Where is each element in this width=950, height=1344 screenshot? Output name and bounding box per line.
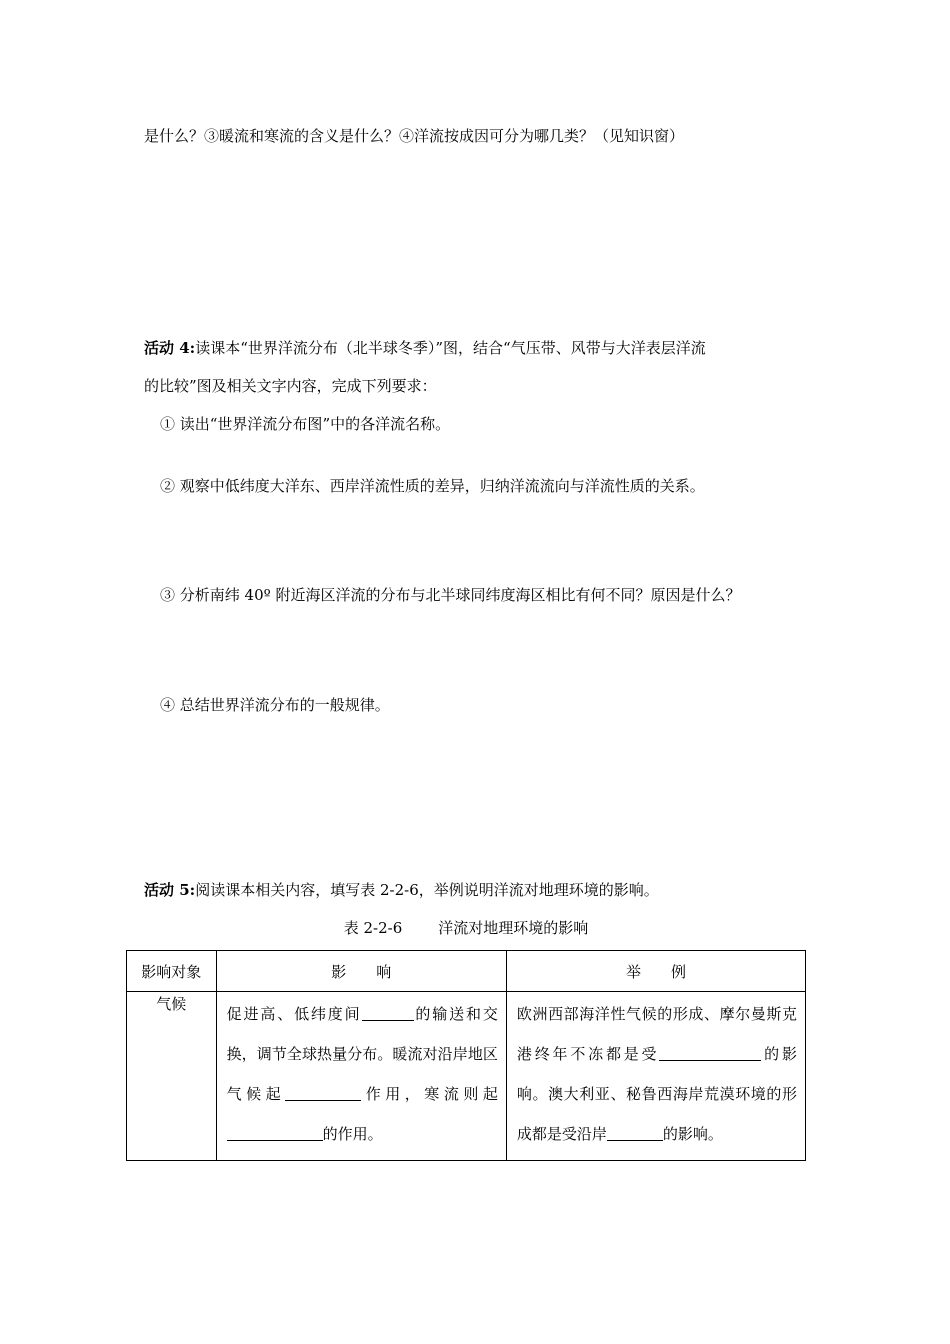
activity4-text-line1: 读课本“世界洋流分布（北半球冬季）”图，结合“气压带、风带与大洋表层洋流 bbox=[195, 339, 706, 357]
impact-text-1: 促进高、低纬度间 bbox=[226, 1005, 362, 1023]
activity5-label: 活动 5: bbox=[144, 881, 196, 899]
blank-coastal-current[interactable] bbox=[607, 1125, 663, 1141]
activity4-question-3: ③ 分析南纬 40º 附近海区洋流的分布与北半球同纬度海区相比有何不同？原因是什么？ bbox=[160, 586, 741, 604]
activity4-label: 活动 4: bbox=[144, 339, 196, 357]
blank-current[interactable] bbox=[659, 1045, 761, 1061]
header-target: 影响对象 bbox=[127, 951, 217, 992]
table-caption-number: 表 2-2-6 bbox=[343, 919, 403, 937]
blank-warm-effect[interactable] bbox=[285, 1085, 361, 1101]
activity4-instruction-line2: 的比较”图及相关文字内容，完成下列要求： bbox=[144, 377, 437, 395]
ocean-current-impact-table bbox=[126, 950, 806, 1161]
blank-cold-effect[interactable] bbox=[227, 1125, 323, 1141]
activity4-question-4: ④ 总结世界洋流分布的一般规律。 bbox=[160, 696, 390, 714]
cell-example-climate bbox=[506, 992, 805, 1161]
example-text-3: 的影响。 bbox=[662, 1125, 723, 1143]
table-header-row bbox=[127, 951, 806, 992]
table-row-climate bbox=[127, 992, 806, 1161]
impact-text-2: 的输送和交换，调节全球热量分布。暖流对沿岸地区气候起 bbox=[226, 1005, 498, 1103]
cell-impact-climate bbox=[216, 992, 506, 1161]
activity5-text: 阅读课本相关内容，填写表 2-2-6，举例说明洋流对地理环境的影响。 bbox=[195, 881, 659, 899]
header-impact: 影 响 bbox=[216, 951, 506, 992]
intro-questions: 是什么？③暖流和寒流的含义是什么？④洋流按成因可分为哪几类？（见知识窗） bbox=[144, 127, 685, 145]
impact-text-3: 作用，寒流则起 bbox=[361, 1085, 498, 1103]
example-text-2: 的影响。澳大利亚、秘鲁西海岸荒漠环境的形成都是受沿岸 bbox=[516, 1045, 797, 1143]
blank-heat[interactable] bbox=[362, 1005, 414, 1021]
table-caption-title: 洋流对地理环境的影响 bbox=[438, 919, 589, 937]
header-example: 举 例 bbox=[506, 951, 805, 992]
table-caption bbox=[127, 918, 805, 938]
example-text-1: 欧洲西部海洋性气候的形成、摩尔曼斯克港终年不冻都是受 bbox=[516, 1005, 797, 1063]
activity4-question-1: ① 读出“世界洋流分布图”中的各洋流名称。 bbox=[160, 415, 451, 433]
cell-target-climate: 气候 bbox=[127, 992, 217, 1161]
activity4-instruction-line1 bbox=[144, 338, 706, 358]
impact-text-4: 的作用。 bbox=[322, 1125, 383, 1143]
activity5-instruction bbox=[144, 880, 659, 900]
activity4-question-2: ② 观察中低纬度大洋东、西岸洋流性质的差异，归纳洋流流向与洋流性质的关系。 bbox=[160, 477, 705, 495]
